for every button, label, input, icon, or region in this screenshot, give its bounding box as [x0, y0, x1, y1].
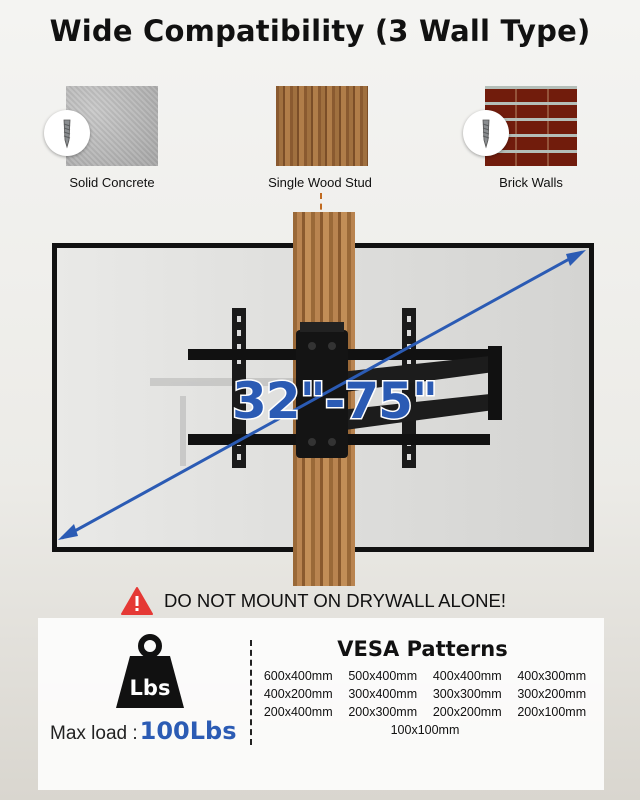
- page-title: Wide Compatibility (3 Wall Type): [49, 14, 591, 48]
- vesa-patterns-list: [256, 669, 594, 737]
- vesa-pattern: 600x400mm: [263, 669, 333, 683]
- wall-label-brick: Brick Walls: [499, 175, 563, 190]
- vesa-pattern: 300x300mm: [432, 687, 502, 701]
- wall-label-concrete: Solid Concrete: [69, 175, 155, 190]
- weight-icon-label: Lbs: [129, 676, 171, 700]
- drywall-warning: [120, 586, 560, 616]
- vesa-pattern: 100x100mm: [390, 723, 460, 737]
- weight-icon: [112, 632, 188, 712]
- vesa-pattern: 200x300mm: [348, 705, 418, 719]
- warning-triangle-icon: [120, 586, 154, 616]
- vesa-title: VESA Patterns: [337, 637, 508, 661]
- vesa-pattern: 400x200mm: [263, 687, 333, 701]
- vesa-pattern: 500x400mm: [348, 669, 418, 683]
- vesa-pattern: 200x200mm: [432, 705, 502, 719]
- max-load-value: 100Lbs: [139, 717, 237, 745]
- vesa-pattern: 400x400mm: [432, 669, 502, 683]
- wall-label-wood: Single Wood Stud: [268, 175, 372, 190]
- vesa-pattern: 200x100mm: [517, 705, 587, 719]
- max-load-label: Max load :: [50, 723, 138, 744]
- max-load: [50, 717, 237, 745]
- warning-text: DO NOT MOUNT ON DRYWALL ALONE!: [164, 590, 506, 611]
- vesa-pattern: 200x400mm: [263, 705, 333, 719]
- vesa-pattern: 300x200mm: [517, 687, 587, 701]
- vesa-pattern: 400x300mm: [517, 669, 587, 683]
- tv-size-range: 32"-75": [232, 372, 438, 430]
- vesa-pattern: 300x400mm: [348, 687, 418, 701]
